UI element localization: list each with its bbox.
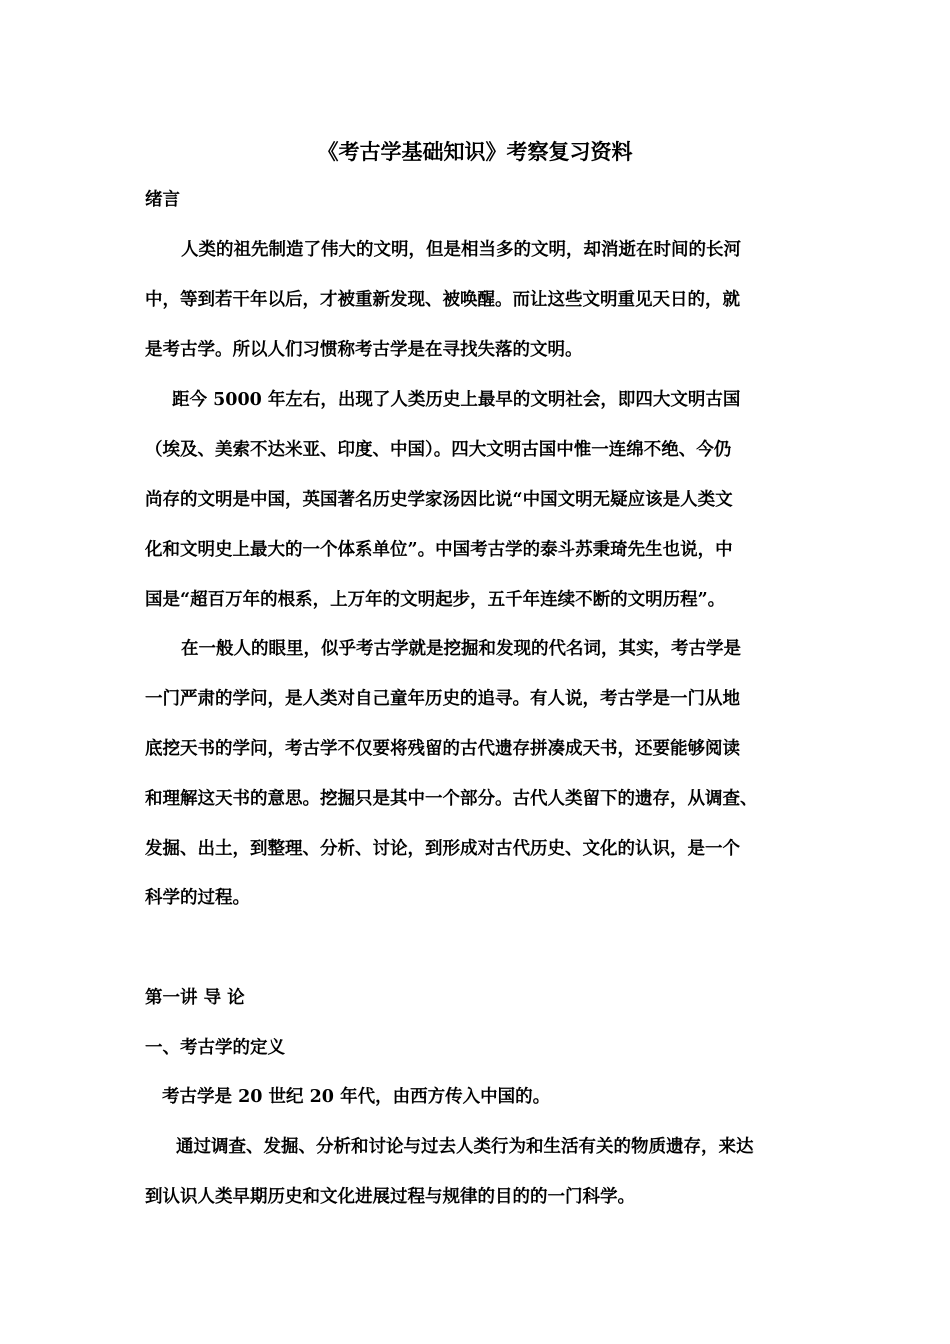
intro-p2-line: 化和文明史上最大的一个体系单位”。中国考古学的泰斗苏秉琦先生也说，中 [145, 540, 733, 560]
section1-heading: 一、考古学的定义 [145, 1038, 285, 1058]
lecture1-p2-line: 通过调查、发掘、分析和讨论与过去人类行为和生活有关的物质遗存，来达 [176, 1137, 754, 1157]
intro-p3-line: 科学的过程。 [145, 888, 250, 908]
intro-p2-line: （埃及、美索不达米亚、印度、中国）。四大文明古国中惟一连绵不绝、今仍 [145, 440, 732, 460]
lecture1-p2-line: 到认识人类早期历史和文化进展过程与规律的目的的一门科学。 [145, 1187, 635, 1207]
document-title: 《考古学基础知识》考察复习资料 [317, 139, 633, 164]
intro-heading: 绪言 [145, 190, 180, 210]
intro-p1-line: 中，等到若干年以后，才被重新发现、被唤醒。而让这些文明重见天日的，就 [145, 290, 740, 310]
intro-p3-line: 发掘、出土，到整理、分析、讨论，到形成对古代历史、文化的认识，是一个 [145, 839, 740, 859]
lecture1-heading: 第一讲 导 论 [145, 988, 245, 1008]
intro-p1-line: 人类的祖先制造了伟大的文明，但是相当多的文明，却消逝在时间的长河 [181, 240, 741, 260]
intro-p2-line: 国是“超百万年的根系，上万年的文明起步，五千年连续不断的文明历程”。 [145, 590, 726, 610]
intro-p3-line: 底挖天书的学问，考古学不仅要将残留的古代遗存拼凑成天书，还要能够阅读 [145, 739, 740, 759]
intro-p3-line: 一门严肃的学问，是人类对自己童年历史的追寻。有人说，考古学是一门从地 [145, 689, 740, 709]
lecture1-p1-line: 考古学是 20 世纪 20 年代，由西方传入中国的。 [162, 1087, 551, 1107]
intro-p3-line: 在一般人的眼里，似乎考古学就是挖掘和发现的代名词，其实，考古学是 [181, 639, 741, 659]
intro-p1-line: 是考古学。所以人们习惯称考古学是在寻找失落的文明。 [145, 340, 583, 360]
intro-p3-line: 和理解这天书的意思。挖掘只是其中一个部分。古代人类留下的遗存，从调查、 [145, 789, 758, 809]
intro-p2-line: 尚存的文明是中国，英国著名历史学家汤因比说“中国文明无疑应该是人类文 [145, 490, 733, 510]
intro-p2-line: 距今 5000 年左右，出现了人类历史上最早的文明社会，即四大文明古国 [172, 390, 741, 410]
